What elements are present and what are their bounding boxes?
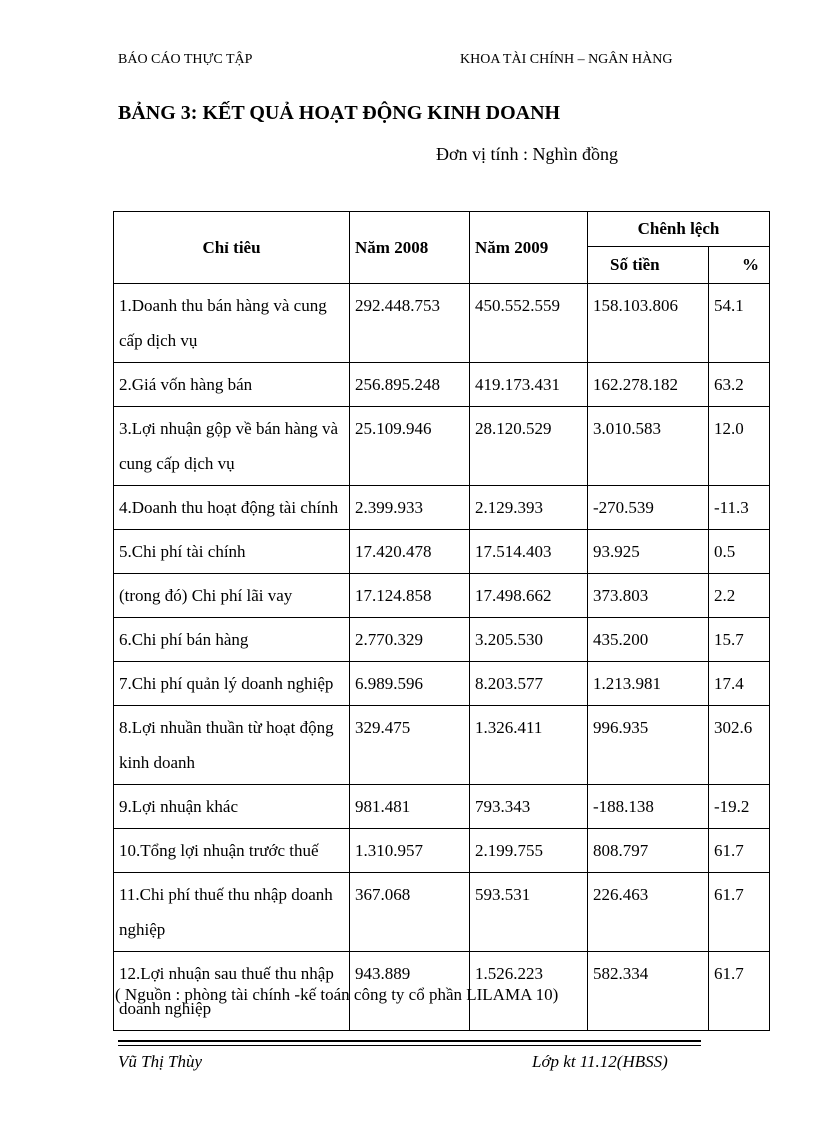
- row-label: (trong đó) Chi phí lãi vay: [114, 574, 350, 618]
- row-value-2008: 25.109.946: [350, 407, 470, 486]
- row-difference-percent: 54.1: [709, 284, 770, 363]
- table-row: [114, 618, 770, 662]
- header-percent: %: [709, 247, 770, 284]
- row-label: 6.Chi phí bán hàng: [114, 618, 350, 662]
- unit-note: Đơn vị tính : Nghìn đồng: [436, 144, 619, 164]
- business-results-table: [113, 211, 770, 1031]
- row-difference-percent: 17.4: [709, 662, 770, 706]
- row-label: 12.Lợi nhuận sau thuế thu nhập doanh nghiệp: [114, 952, 350, 1031]
- table-row: [114, 873, 770, 952]
- row-label: 2.Giá vốn hàng bán: [114, 363, 350, 407]
- row-value-2009: 419.173.431: [470, 363, 588, 407]
- header-difference: Chênh lệch: [588, 212, 770, 247]
- table-row: [114, 486, 770, 530]
- row-difference-amount: 3.010.583: [588, 407, 709, 486]
- row-difference-amount: 996.935: [588, 706, 709, 785]
- row-difference-percent: 63.2: [709, 363, 770, 407]
- row-value-2009: 1.326.411: [470, 706, 588, 785]
- row-value-2009: 28.120.529: [470, 407, 588, 486]
- row-label: 1.Doanh thu bán hàng và cung cấp dịch vụ: [114, 284, 350, 363]
- table-row: [114, 785, 770, 829]
- row-value-2008: 367.068: [350, 873, 470, 952]
- header-indicator: Chỉ tiêu: [114, 212, 350, 284]
- row-value-2008: 1.310.957: [350, 829, 470, 873]
- table-row: [114, 706, 770, 785]
- row-value-2009: 450.552.559: [470, 284, 588, 363]
- table-body: [114, 284, 770, 1031]
- page-title: BẢNG 3: KẾT QUẢ HOẠT ĐỘNG KINH DOANH: [118, 102, 561, 124]
- row-difference-percent: -19.2: [709, 785, 770, 829]
- footer-rule-thin: [118, 1045, 701, 1046]
- row-label: 4.Doanh thu hoạt động tài chính: [114, 486, 350, 530]
- row-label: 3.Lợi nhuận gộp về bán hàng và cung cấp dịch vụ: [114, 407, 350, 486]
- row-difference-amount: -270.539: [588, 486, 709, 530]
- row-difference-amount: 226.463: [588, 873, 709, 952]
- row-difference-percent: 15.7: [709, 618, 770, 662]
- row-difference-amount: 582.334: [588, 952, 709, 1031]
- row-value-2009: 2.129.393: [470, 486, 588, 530]
- row-value-2008: 17.124.858: [350, 574, 470, 618]
- row-label: 9.Lợi nhuận khác: [114, 785, 350, 829]
- header-year-2008: Năm 2008: [350, 212, 470, 284]
- row-label: 11.Chi phí thuế thu nhập doanh nghiệp: [114, 873, 350, 952]
- row-value-2009: 8.203.577: [470, 662, 588, 706]
- table-row: [114, 662, 770, 706]
- row-value-2008: 6.989.596: [350, 662, 470, 706]
- page-header: [118, 52, 694, 72]
- row-value-2008: 292.448.753: [350, 284, 470, 363]
- row-label: 5.Chi phí tài chính: [114, 530, 350, 574]
- table-row: [114, 284, 770, 363]
- source-note: ( Nguồn : phòng tài chính -kế toán công ty cổ phần LILAMA 10): [115, 985, 559, 1004]
- row-value-2009: 793.343: [470, 785, 588, 829]
- table-row: [114, 530, 770, 574]
- table-row: [114, 574, 770, 618]
- header-year-2009: Năm 2009: [470, 212, 588, 284]
- row-value-2008: 2.399.933: [350, 486, 470, 530]
- row-value-2008: 981.481: [350, 785, 470, 829]
- row-value-2008: 17.420.478: [350, 530, 470, 574]
- row-difference-amount: 1.213.981: [588, 662, 709, 706]
- row-value-2008: 256.895.248: [350, 363, 470, 407]
- row-difference-amount: 93.925: [588, 530, 709, 574]
- row-value-2009: 2.199.755: [470, 829, 588, 873]
- footer-author: Vũ Thị Thùy: [118, 1052, 203, 1071]
- row-value-2009: 1.526.223: [470, 952, 588, 1031]
- row-value-2009: 593.531: [470, 873, 588, 952]
- row-difference-amount: 435.200: [588, 618, 709, 662]
- row-label: 10.Tổng lợi nhuận trước thuế: [114, 829, 350, 873]
- row-difference-amount: 158.103.806: [588, 284, 709, 363]
- row-difference-amount: 808.797: [588, 829, 709, 873]
- row-label: 7.Chi phí quản lý doanh nghiệp: [114, 662, 350, 706]
- header-amount: Số tiền: [588, 247, 709, 284]
- row-difference-amount: -188.138: [588, 785, 709, 829]
- row-difference-percent: 302.6: [709, 706, 770, 785]
- footer-rule-thick: [118, 1040, 701, 1042]
- row-difference-amount: 162.278.182: [588, 363, 709, 407]
- row-difference-amount: 373.803: [588, 574, 709, 618]
- header-right: KHOA TÀI CHÍNH – NGÂN HÀNG: [460, 52, 673, 67]
- table-row: [114, 829, 770, 873]
- row-difference-percent: 61.7: [709, 952, 770, 1031]
- row-value-2009: 17.498.662: [470, 574, 588, 618]
- row-value-2008: 943.889: [350, 952, 470, 1031]
- row-value-2008: 329.475: [350, 706, 470, 785]
- table-row: [114, 407, 770, 486]
- row-value-2009: 3.205.530: [470, 618, 588, 662]
- row-value-2009: 17.514.403: [470, 530, 588, 574]
- row-difference-percent: 2.2: [709, 574, 770, 618]
- row-difference-percent: 0.5: [709, 530, 770, 574]
- row-value-2008: 2.770.329: [350, 618, 470, 662]
- row-difference-percent: 12.0: [709, 407, 770, 486]
- row-difference-percent: 61.7: [709, 873, 770, 952]
- row-difference-percent: -11.3: [709, 486, 770, 530]
- row-difference-percent: 61.7: [709, 829, 770, 873]
- header-left: BÁO CÁO THỰC TẬP: [118, 52, 253, 67]
- footer-class: Lớp kt 11.12(HBSS): [532, 1052, 668, 1071]
- row-label: 8.Lợi nhuần thuần từ hoạt động kinh doanh: [114, 706, 350, 785]
- table-row: [114, 363, 770, 407]
